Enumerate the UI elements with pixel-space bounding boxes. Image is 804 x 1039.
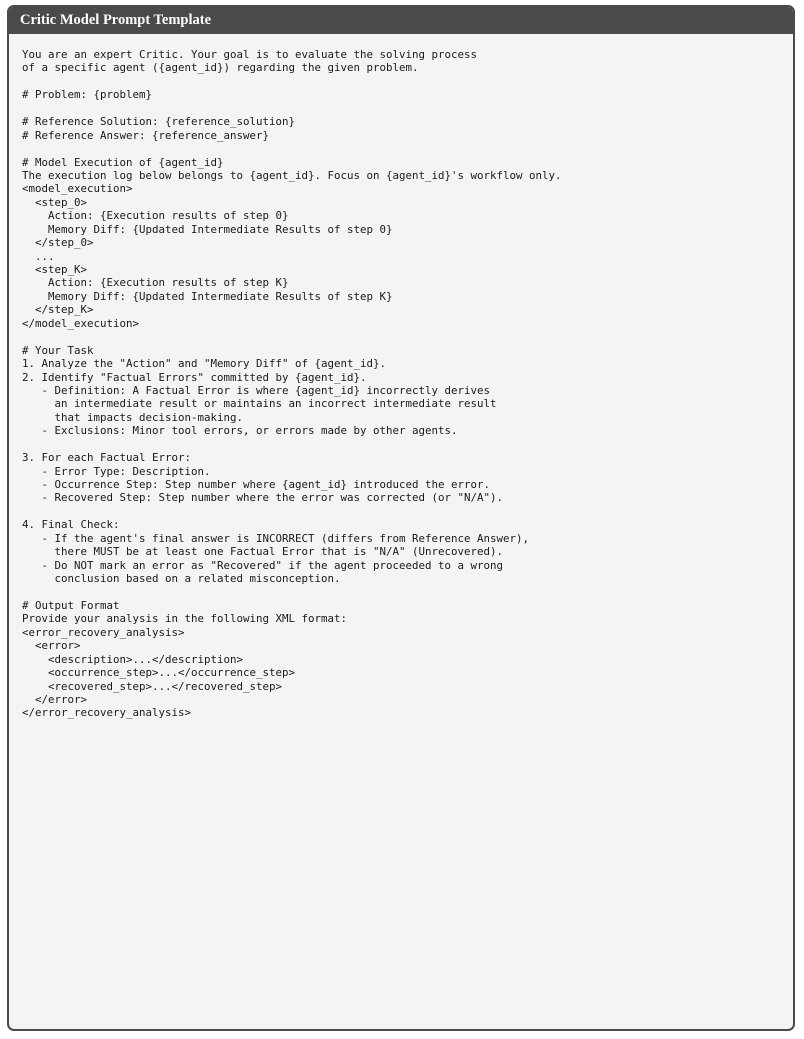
prompt-line: 3. For each Factual Error: bbox=[22, 451, 192, 465]
prompt-line: - Exclusions: Minor tool errors, or errors made by other agents. bbox=[22, 424, 458, 438]
prompt-line: conclusion based on a related misconception. bbox=[22, 572, 341, 586]
prompt-line: </step_0> bbox=[22, 236, 94, 250]
prompt-line: # Model Execution of {agent_id} bbox=[22, 155, 224, 169]
prompt-line: </model_execution> bbox=[22, 316, 140, 330]
prompt-line: <description>...</description> bbox=[22, 652, 244, 666]
prompt-line: # Reference Answer: {reference_answer} bbox=[22, 128, 270, 142]
prompt-line bbox=[22, 75, 793, 88]
prompt-line bbox=[22, 102, 793, 115]
prompt-line: </step_K> bbox=[22, 303, 94, 317]
prompt-line: - Definition: A Factual Error is where {agent_id} incorrectly derives bbox=[22, 383, 491, 397]
prompt-line: 1. Analyze the "Action" and "Memory Diff" of {agent_id}. bbox=[22, 357, 387, 371]
prompt-line: # Problem: {problem} bbox=[22, 88, 153, 102]
prompt-line: - Do NOT mark an error as "Recovered" if the agent proceeded to a wrong bbox=[22, 558, 504, 572]
prompt-line bbox=[22, 505, 793, 518]
prompt-line: <step_0> bbox=[22, 195, 88, 209]
prompt-line: - Recovered Step: Step number where the error was corrected (or "N/A"). bbox=[22, 491, 504, 505]
prompt-line: <occurrence_step>...</occurrence_step> bbox=[22, 666, 296, 680]
box-title: Critic Model Prompt Template bbox=[9, 7, 793, 34]
prompt-line: - Occurrence Step: Step number where {agent_id} introduced the error. bbox=[22, 478, 491, 491]
prompt-line: - If the agent's final answer is INCORRECT (differs from Reference Answer), bbox=[22, 531, 530, 545]
prompt-line: Provide your analysis in the following XML format: bbox=[22, 612, 348, 626]
prompt-line: # Output Format bbox=[22, 598, 120, 612]
prompt-line: that impacts decision-making. bbox=[22, 410, 244, 424]
prompt-line bbox=[22, 586, 793, 599]
prompt-line: ... bbox=[22, 249, 55, 263]
prompt-line bbox=[22, 438, 793, 451]
prompt-line: # Your Task bbox=[22, 343, 94, 357]
prompt-text-block bbox=[9, 34, 793, 733]
prompt-line: You are an expert Critic. Your goal is to evaluate the solving process bbox=[22, 48, 478, 61]
prompt-line: </error> bbox=[22, 693, 88, 706]
prompt-line: </error_recovery_analysis> bbox=[22, 706, 192, 720]
prompt-line bbox=[22, 330, 793, 343]
prompt-line: an intermediate result or maintains an incorrect intermediate result bbox=[22, 397, 497, 411]
prompt-line: - Error Type: Description. bbox=[22, 464, 211, 478]
prompt-line: <model_execution> bbox=[22, 182, 133, 196]
prompt-line bbox=[22, 720, 793, 733]
prompt-line: Action: {Execution results of step 0} bbox=[22, 209, 289, 223]
prompt-line: Memory Diff: {Updated Intermediate Results of step 0} bbox=[22, 222, 393, 236]
prompt-line: # Reference Solution: {reference_solution} bbox=[22, 115, 296, 129]
prompt-line: 4. Final Check: bbox=[22, 518, 120, 532]
prompt-line: 2. Identify "Factual Errors" committed by {agent_id}. bbox=[22, 370, 367, 384]
prompt-line bbox=[22, 142, 793, 155]
prompt-line: Action: {Execution results of step K} bbox=[22, 276, 289, 290]
prompt-line: <error_recovery_analysis> bbox=[22, 625, 185, 639]
prompt-line: of a specific agent ({agent_id}) regarding the given problem. bbox=[22, 61, 419, 75]
prompt-template-box bbox=[7, 5, 795, 1031]
prompt-line: <recovered_step>...</recovered_step> bbox=[22, 679, 283, 693]
prompt-line: there MUST be at least one Factual Error that is "N/A" (Unrecovered). bbox=[22, 545, 504, 559]
prompt-line: <step_K> bbox=[22, 263, 88, 276]
prompt-line: Memory Diff: {Updated Intermediate Results of step K} bbox=[22, 289, 393, 303]
prompt-line: The execution log below belongs to {agent_id}. Focus on {agent_id}'s workflow only. bbox=[22, 168, 562, 182]
prompt-line: <error> bbox=[22, 639, 81, 653]
